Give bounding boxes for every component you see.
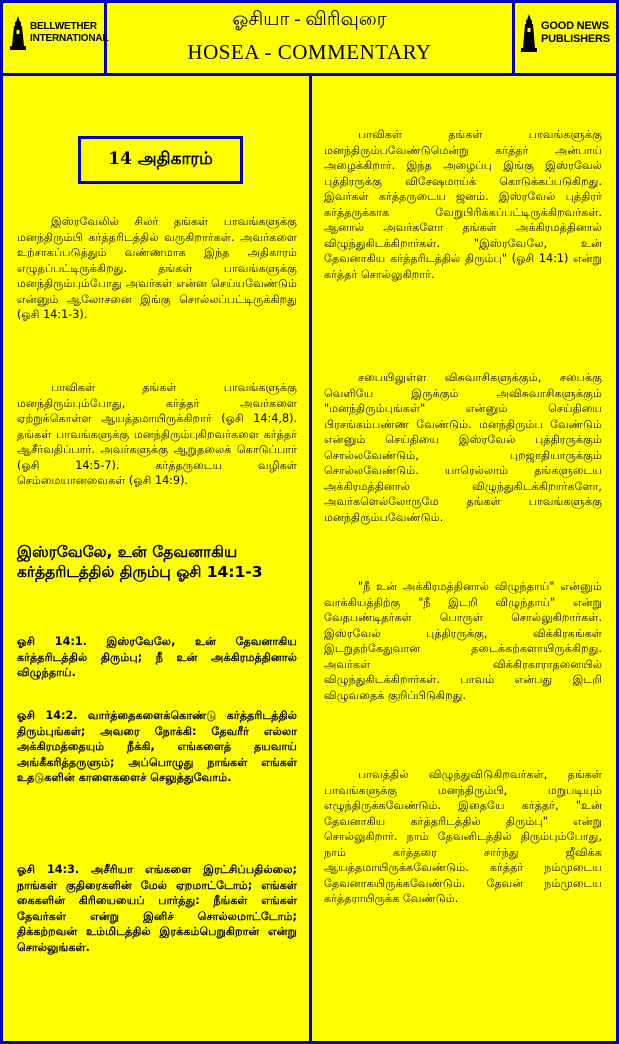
right-logo-line2: PUBLISHERS — [541, 33, 610, 45]
page-title-tamil: ஓசியா - விரிவுரை — [232, 9, 387, 30]
section-heading: இஸ்ரவேலே, உன் தேவனாகிய கர்த்தரிடத்தில் திரும்பு ஓசி 14:1-3 — [17, 543, 263, 581]
commentary-paragraph-4 — [324, 767, 602, 907]
commentary-paragraph-2-text: சபையிலுள்ள விசுவாசிகளுக்கும், சபைக்கு வெளியே இருக்கும் அவிசுவாசிகளுக்கும் "மனந்திரும்புங்கள்" என்னும் செய்தியை பிரசங்கம்பண்ண வேண்டும். மனந்திரும்ப வேண்டும் என்னும் செய்தியை இஸ்ரவேல் புத்திரருக்கும் சொல்லவேண்டும், புறஜாதியாருக்கும் சொல்லவேண்டும். யாரெல்லாம் தங்களுடைய அக்கிரமத்தினால் விழுந்துகிடக்கிறார்களோ, அவர்களெல்லோருமே தங்கள் பாவங்களுக்கு மனந்திரும்பவேண்டும். — [324, 371, 602, 524]
commentary-paragraph-1-text: பாவிகள் தங்கள் பாவங்களுக்கு மனந்திரும்பவேண்டுமென்று கர்த்தர் அன்பாய் அழைக்கிறார். இந்த அழைப்பு இங்கு இஸ்ரவேல் புத்திரருக்கு விசேஷமாய்க் கொடுக்கப்படுகிறது. இவர்கள் கர்த்தருடைய ஜனம். இஸ்ரவேல் புத்திரர் கர்த்தருக்காக வேறுபிரிக்கப்பட்டிருக்கிறவர்கள். ஆனால் அவர்களோ தங்கள் அக்கிரமத்தினால் விழுந்துகிடக்கிறார்கள். "இஸ்ரவேலே, உன் தேவனாகிய கர்த்தரிடத்தில் திரும்பு" (ஓசி 14:1) என்று கர்த்தர் சொல்லுகிறார். — [324, 128, 602, 281]
verse-14-2: ஓசி 14:2. வார்த்தைகளைக்கொண்டு கர்த்தரிடத்தில் திரும்புங்கள்; அவரை நோக்கி: தேவரீர் எல்லா அக்கிரமத்தையும் நீக்கி, எங்களைத் தயவாய் அங்கீகரித்தருளும்; அப்பொழுது நாங்கள் எங்கள் உதடுகளின் காளைகளைச் செலுத்துவோம். — [17, 709, 297, 784]
tower-icon — [520, 14, 538, 52]
verse-14-3: ஓசி 14:3. அசீரியா எங்களை இரட்சிப்பதில்லை; நாங்கள் குதிரைகளின் மேல் ஏறமாட்டோம்; எங்கள் கைகளின் கிரியையைப் பார்த்து: நீங்கள் எங்கள் தேவர்கள் என்று இனிச் சொல்லமாட்டோம்; திக்கற்றவன் உம்மிடத்தில் இரக்கம்பெறுகிறான் என்று சொல்லுங்கள். — [17, 863, 297, 954]
tower-icon — [9, 16, 27, 50]
commentary-paragraph-4-text: பாவத்தில் விழுந்துவிடுகிறவர்கள், தங்கள் பாவங்களுக்கு மனந்திரும்பி, மறுபடியும் எழுந்திருக்கவேண்டும். இதையே கர்த்தர், "உன் தேவனாகிய கர்த்தரிடத்தில் திரும்பு" என்று சொல்லுகிறார். நாம் தேவனிடத்தில் திரும்பும்போது, நாம் கர்த்தரை சார்ந்து ஜீவிக்க ஆயத்தமாயிருக்கவேண்டும். கர்த்தர் நம்முடைய தேவனாகயிருக்கவேண்டும். தேவன் நம்முடைய கர்த்தராயிருக்க வேண்டும். — [324, 768, 602, 905]
left-logo-line2: INTERNATIONAL — [30, 33, 109, 44]
page-title-english: HOSEA - COMMENTARY — [187, 40, 432, 64]
intro-paragraph-2 — [17, 380, 297, 489]
intro-paragraph-2-text: பாவிகள் தங்கள் பாவங்களுக்கு மனந்திரும்பும்போது, கர்த்தர் அவர்களை ஏற்றுக்கொள்ள ஆயத்தமாயிருக்கிறார் (ஓசி 14:4,8). தங்கள் பாவங்களுக்கு மனந்திரும்புகிறவர்களை கர்த்தர் ஆசீர்வதிப்பார். அவர்களுக்கு ஆறுதலைக் கொடுப்பார் (ஓசி 14:5-7). கர்த்தருடைய வழிகள் செம்மையானவைகள் (ஓசி 14:9). — [17, 381, 297, 487]
commentary-paragraph-1 — [324, 127, 602, 282]
commentary-paragraph-2 — [324, 370, 602, 525]
intro-paragraph-1 — [17, 214, 297, 323]
good-news-logo — [520, 14, 610, 52]
intro-paragraph-1-text: இஸ்ரவேலில் சிலர் தங்கள் பாவங்களுக்கு மனந்திரும்பி கர்த்தரிடத்தில் வருகிறார்கள். அவர்களை உற்சாகப்படுத்தும் வண்ணமாக இந்த அதிகாரம் எழுதப்பட்டிருக்கிறது. தங்கள் பாவங்களுக்கு மனந்திரும்பும்போது அவர்கள் என்ன செய்யவேண்டும் என்னும் ஆலோசனை இங்கு சொல்லப்பட்டிருக்கிறது (ஓசி 14:1-3). — [17, 215, 297, 321]
left-logo-line1: BELLWETHER — [30, 21, 97, 32]
verse-14-1: ஓசி 14:1. இஸ்ரவேலே, உன் தேவனாகிய கர்த்தரிடத்தில் திரும்பு; நீ உன் அக்கிரமத்தினால் விழுந்தாய். — [17, 635, 297, 679]
bellwether-logo — [9, 16, 108, 50]
right-logo-line1: GOOD NEWS — [541, 20, 609, 32]
chapter-label: 14 அதிகாரம் — [78, 136, 243, 184]
commentary-paragraph-3-text: "நீ உன் அக்கிரமத்தினால் விழுந்தாய்" என்னும் வாக்கியத்திற்கு "நீ இடறி விழுந்தாய்" என்று வேதபண்டிதர்கள் பொருள் சொல்லுகிறார்கள். இஸ்ரவேல் புத்திரருக்கு, விக்கிரகங்கள் இடறுதற்கேதுவான தடைக்கற்களாயிருக்கிறது. அவர்கள் விக்கிரகாராதனையில் விழுந்துகிடக்கிறார்கள். பாவம் என்பது இடறி விழுவதைக் குறிப்பிடுகிறது. — [324, 580, 602, 702]
commentary-paragraph-3 — [324, 579, 602, 703]
